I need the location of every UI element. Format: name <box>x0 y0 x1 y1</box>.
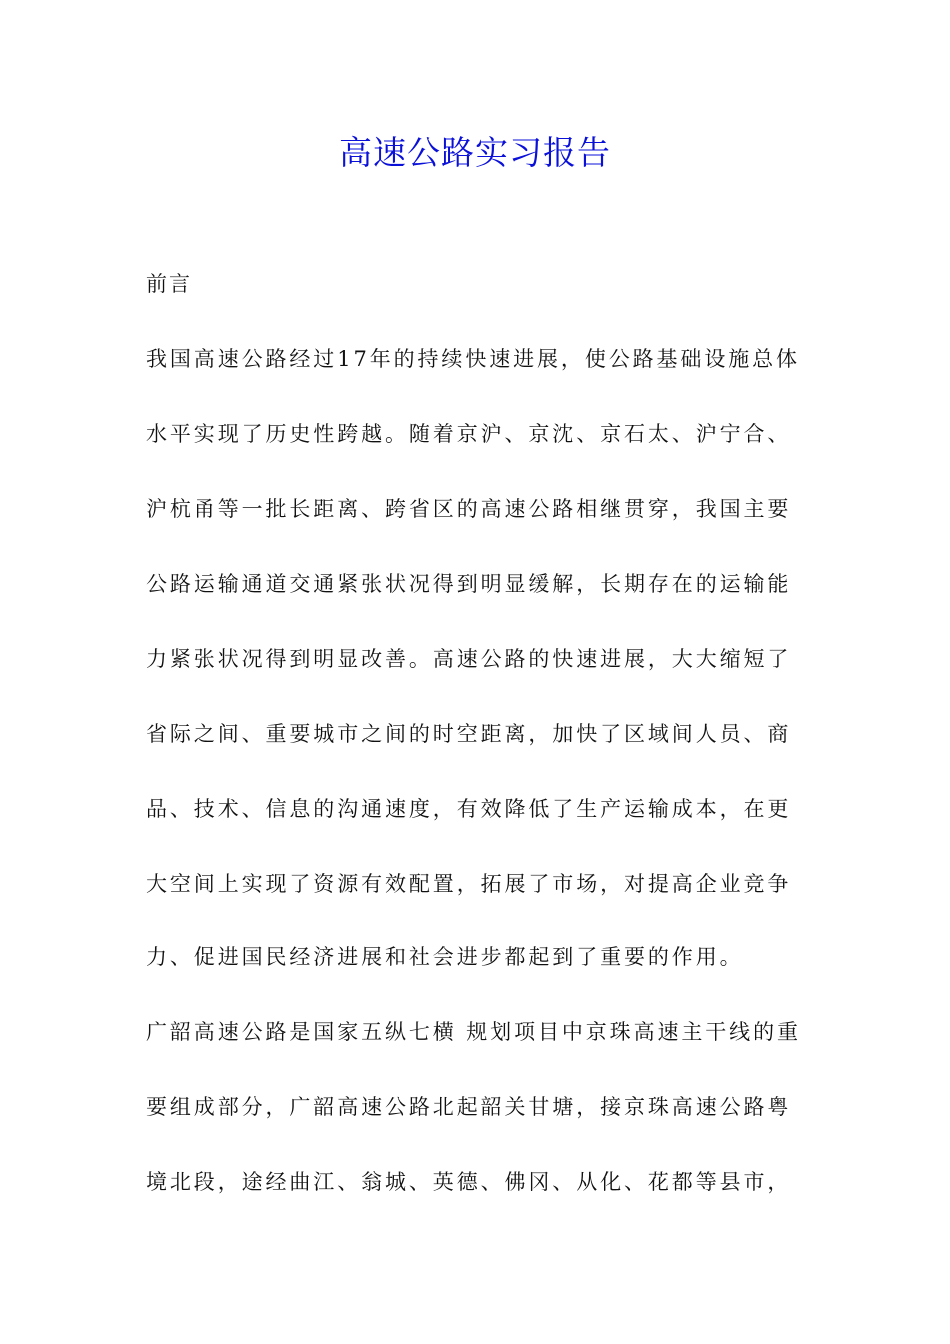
paragraph-line: 力紧张状况得到明显改善。高速公路的快速进展，大大缩短了 <box>146 647 792 671</box>
paragraph-line: 公路运输通道交通紧张状况得到明显缓解，长期存在的运输能 <box>146 572 792 596</box>
paragraph-line: 我国高速公路经过17年的持续快速进展，使公路基础设施总体 <box>146 347 800 371</box>
paragraph-line: 广韶高速公路是国家五纵七横 规划项目中京珠高速主干线的重 <box>146 1020 801 1044</box>
paragraph-line: 品、技术、信息的沟通速度，有效降低了生产运输成本，在更 <box>146 797 792 821</box>
paragraph-line: 水平实现了历史性跨越。随着京沪、京沈、京石太、沪宁合、 <box>146 422 792 446</box>
paragraph-line: 沪杭甬等一批长距离、跨省区的高速公路相继贯穿，我国主要 <box>146 497 792 521</box>
paragraph-line: 要组成部分，广韶高速公路北起韶关甘塘，接京珠高速公路粤 <box>146 1095 792 1119</box>
document-title: 高速公路实习报告 <box>339 133 611 172</box>
paragraph-line: 境北段，途经曲江、翁城、英德、佛冈、从化、花都等县市， <box>146 1170 792 1194</box>
paragraph-line: 力、促进国民经济进展和社会进步都起到了重要的作用。 <box>146 945 744 969</box>
paragraph-line: 大空间上实现了资源有效配置，拓展了市场，对提高企业竞争 <box>146 872 792 896</box>
section-heading: 前言 <box>146 272 192 296</box>
paragraph-line: 省际之间、重要城市之间的时空距离，加快了区域间人员、商 <box>146 722 792 746</box>
